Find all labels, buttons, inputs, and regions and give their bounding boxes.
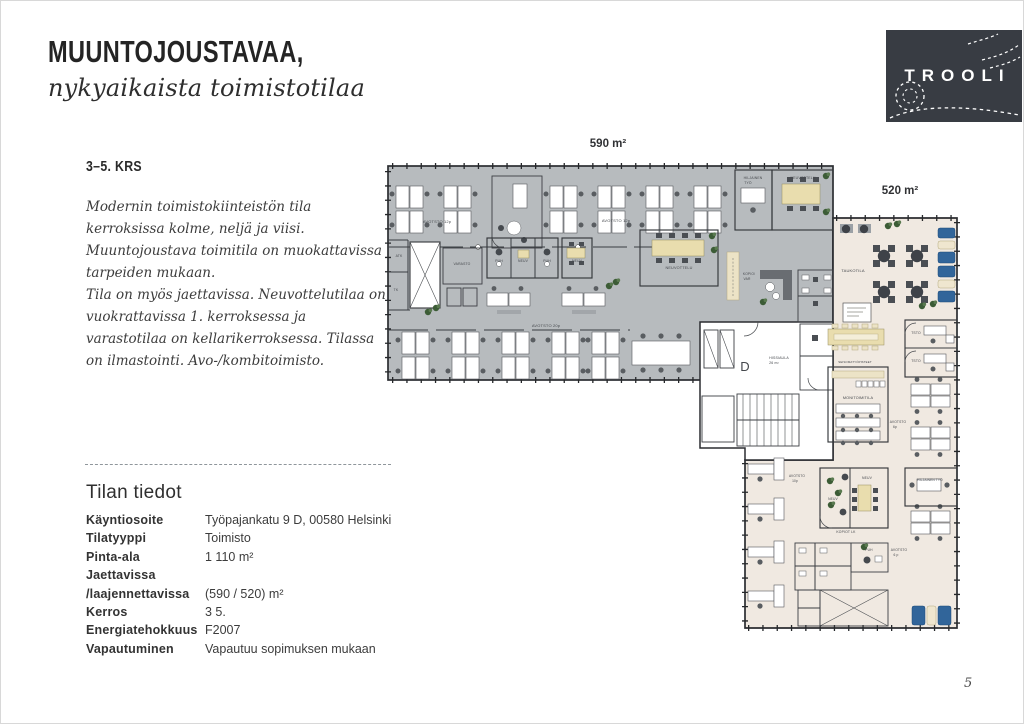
plan-label: VARASTO	[453, 262, 471, 266]
row-value: Vapautuu sopimuksen mukaan	[205, 641, 376, 656]
plan-label: NEUV	[861, 476, 873, 480]
floor-heading: 3–5. KRS	[86, 158, 142, 175]
plan-label: MONITOIMITILA	[842, 396, 874, 400]
plan-label: PUH	[865, 548, 873, 552]
plan-label: 26 m²	[769, 361, 779, 365]
plan-label: NEUV	[517, 259, 529, 263]
row-value: 1 110 m²	[205, 549, 254, 564]
property-details-table	[86, 511, 391, 658]
row-label: /laajennettavissa	[86, 586, 190, 601]
plan-label: ATK	[395, 254, 403, 258]
floor-plan	[380, 130, 1024, 675]
page-number: 5	[964, 676, 973, 691]
plan-label: VAR	[743, 277, 751, 281]
plan-label: AVOTSTO	[890, 548, 908, 552]
plan-label: TSTO	[911, 359, 921, 363]
plan-label: TYÖ	[744, 181, 752, 185]
page-title	[48, 36, 384, 100]
table-row	[86, 640, 391, 658]
table-row	[86, 529, 391, 547]
row-label: Energiatehokkuus	[86, 623, 198, 638]
details-heading: Tilan tiedot	[86, 482, 182, 503]
plan-label: D	[740, 359, 750, 374]
plan-label: AVOTSTO 20p	[531, 323, 561, 328]
table-row	[86, 566, 391, 584]
plan-label: 10p	[792, 479, 798, 483]
plan-label: HILJAINEN TYÖ	[917, 478, 943, 482]
plan-label: TK	[393, 288, 399, 292]
trooli-logo	[886, 30, 1022, 122]
row-label: Jaettavissa	[86, 568, 156, 583]
plan-label: KOPIO/	[742, 272, 756, 276]
page-title-line2: nykyaikaista toimistotilaa	[48, 74, 365, 102]
page-title-line1: MUUNTOJOUSTAVAA,	[48, 34, 304, 69]
row-label: Pinta-ala	[86, 549, 140, 564]
dashed-divider	[85, 464, 391, 465]
plan-label: 6p	[893, 425, 897, 429]
plan-label: AVOTSTO	[789, 474, 805, 478]
plan-label: SEISOMATYÖPISTEET	[838, 360, 872, 364]
plan-label: AVOTSTO	[889, 420, 907, 424]
row-label: Käyntiosoite	[86, 513, 164, 527]
row-value: (590 / 520) m²	[205, 586, 284, 601]
plan-label: NEUV	[571, 259, 583, 263]
plan-label: HILJAINEN	[743, 176, 763, 180]
plan-label: PUH	[543, 259, 551, 263]
row-label: Vapautuminen	[86, 641, 174, 656]
row-value: 3 5.	[205, 605, 226, 620]
table-row	[86, 548, 391, 566]
row-label: Tilatyyppi	[86, 531, 147, 546]
plan-label: 520 m²	[881, 185, 919, 197]
plan-label: NEUVOTTELU	[790, 176, 816, 180]
row-value: F2007	[205, 623, 241, 638]
plan-label: TAUKOTILA	[841, 268, 865, 273]
plan-label: TSTO	[911, 331, 921, 335]
description-paragraph-1: Modernin toimistokiinteistön tila kerroksissa kolme, neljä ja viisi. Muuntojoustava toimitila on muokattavissa tarpeiden mukaan.	[86, 199, 382, 281]
plan-label: 6 p	[893, 553, 899, 557]
plan-label: NEUV	[828, 497, 838, 501]
plan-label: HISSIAULA	[769, 356, 789, 360]
plan-label: 590 m²	[589, 138, 627, 150]
plan-label: NEUVOTTELU	[665, 266, 693, 270]
row-label: Kerros	[86, 605, 128, 620]
table-row	[86, 511, 391, 529]
plan-label: KOPIOT LK	[836, 530, 856, 534]
plan-label: AVOTSTO 12p	[601, 218, 631, 223]
row-value: Toimisto	[205, 531, 251, 546]
description-paragraph-2: Tila on myös jaettavissa. Neuvottelutilaa on vuokrattavissa 1. kerroksessa ja varastotilaa on kellarikerroksessa. Tilassa on ilmastointi. Avo-/kombitoimisto.	[86, 287, 386, 369]
plan-label: PUH	[495, 259, 503, 263]
table-row	[86, 603, 391, 621]
plan-label: AVOTSTO 12p	[422, 219, 452, 224]
table-row	[86, 621, 391, 639]
row-value: Työpajankatu 9 D, 00580 Helsinki	[205, 513, 392, 527]
table-row	[86, 585, 391, 603]
logo-text: TROOLI	[904, 66, 1011, 85]
